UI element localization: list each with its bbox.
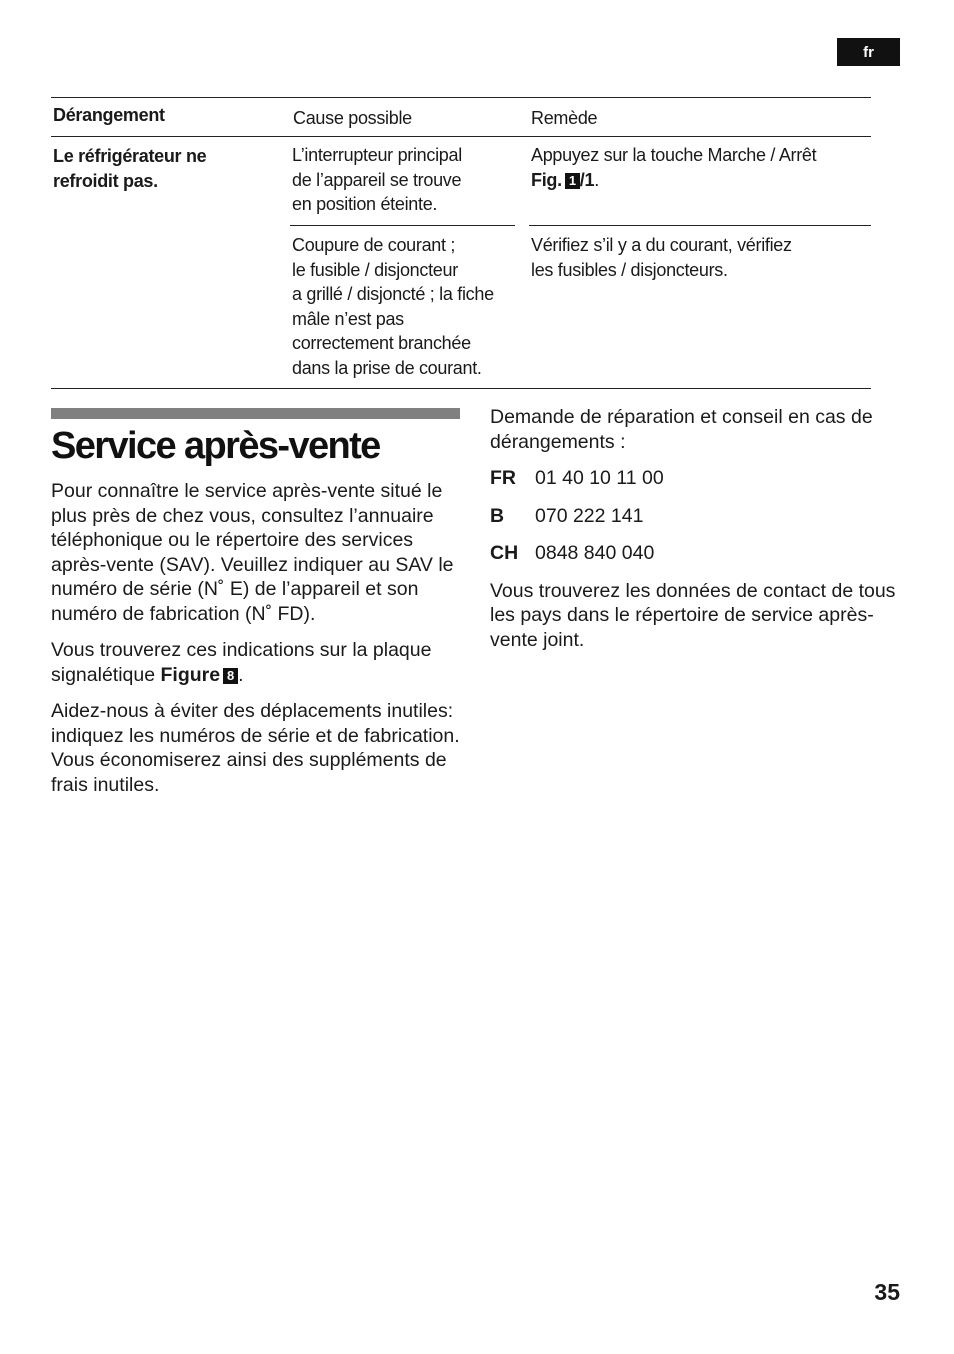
section-bar [51,408,460,419]
table-top-rule [51,97,871,98]
troubleshooting-table [51,97,871,389]
country-code: CH [490,542,519,564]
remedy-line: les fusibles / disjoncteurs. [531,259,728,280]
language-badge: fr [837,38,900,66]
header-cause: Cause possible [293,108,412,128]
row-rule-remedy [529,225,871,226]
left-column [51,479,467,809]
cause-line: a grillé / disjoncté ; la fiche [292,284,494,304]
header-remedy: Remède [531,108,598,128]
contact-outro: Vous trouverez les données de contact de tous les pays dans le répertoire de service après-vente joint. [490,579,896,651]
figure-label: Fig. [531,169,562,190]
cause-line: en position éteinte. [292,194,438,214]
paragraph: Aidez-nous à éviter des déplacements inutiles: indiquez les numéros de série et de fabrication. Vous économiserez ainsi des suppléments de frais inutiles. [51,700,460,796]
header-rule [51,136,871,137]
remedy-end: . [594,169,599,190]
phone-row [490,466,902,491]
figure-suffix: /1 [579,169,595,190]
country-code: B [490,504,505,527]
phone-number: 01 40 10 11 00 [535,467,664,489]
row-rule-cause [290,225,515,226]
section-title: Service après-vente [51,425,380,467]
figure-number-box: 1 [565,173,580,189]
cause-line: Coupure de courant ; [292,235,456,255]
contact-intro: Demande de réparation et conseil en cas de dérangements : [490,406,873,453]
cause-cell [292,233,527,380]
paragraph: Pour connaître le service après-vente situé le plus près de chez vous, consultez l’annuaire téléphonique ou le répertoire des services après-vente (SAV). Veuillez indiquer au SAV le numéro de série (N˚ E) de l’appareil et son numéro de fabrication (N˚ FD). [51,480,454,625]
plate-text: Vous trouverez ces indications sur la plaque signalétique [51,639,432,686]
plate-paragraph [51,638,467,687]
cause-line: correctement branchée [292,333,471,353]
plate-end: . [238,663,244,686]
right-column [490,405,902,664]
phone-number: 070 222 141 [535,504,644,527]
figure-number-box: 8 [223,668,238,684]
cause-line: L’interrupteur principal [292,145,462,165]
phone-row [490,504,902,529]
phone-number: 0848 840 040 [535,542,655,564]
country-code: FR [490,467,516,489]
cause-line: de l’appareil se trouve [292,169,462,190]
table-bottom-rule [51,388,871,389]
remedy-line: Appuyez sur la touche Marche / Arrêt [531,145,817,165]
cause-line: dans la prise de courant. [292,357,482,378]
cause-line: mâle n’est pas [292,308,404,329]
remedy-line: Vérifiez s’il y a du courant, vérifiez [531,235,792,255]
remedy-cell [531,143,871,192]
remedy-cell [531,233,871,282]
header-problem: Dérangement [53,105,165,125]
cause-line: le fusible / disjoncteur [292,259,458,280]
problem-cell [53,144,283,193]
figure-label: Figure [160,663,221,686]
phone-row [490,541,902,566]
problem-line: Le réfrigérateur ne [53,146,207,166]
page-number: 35 [874,1279,900,1305]
problem-line: refroidit pas. [53,170,158,191]
cause-cell [292,143,522,217]
